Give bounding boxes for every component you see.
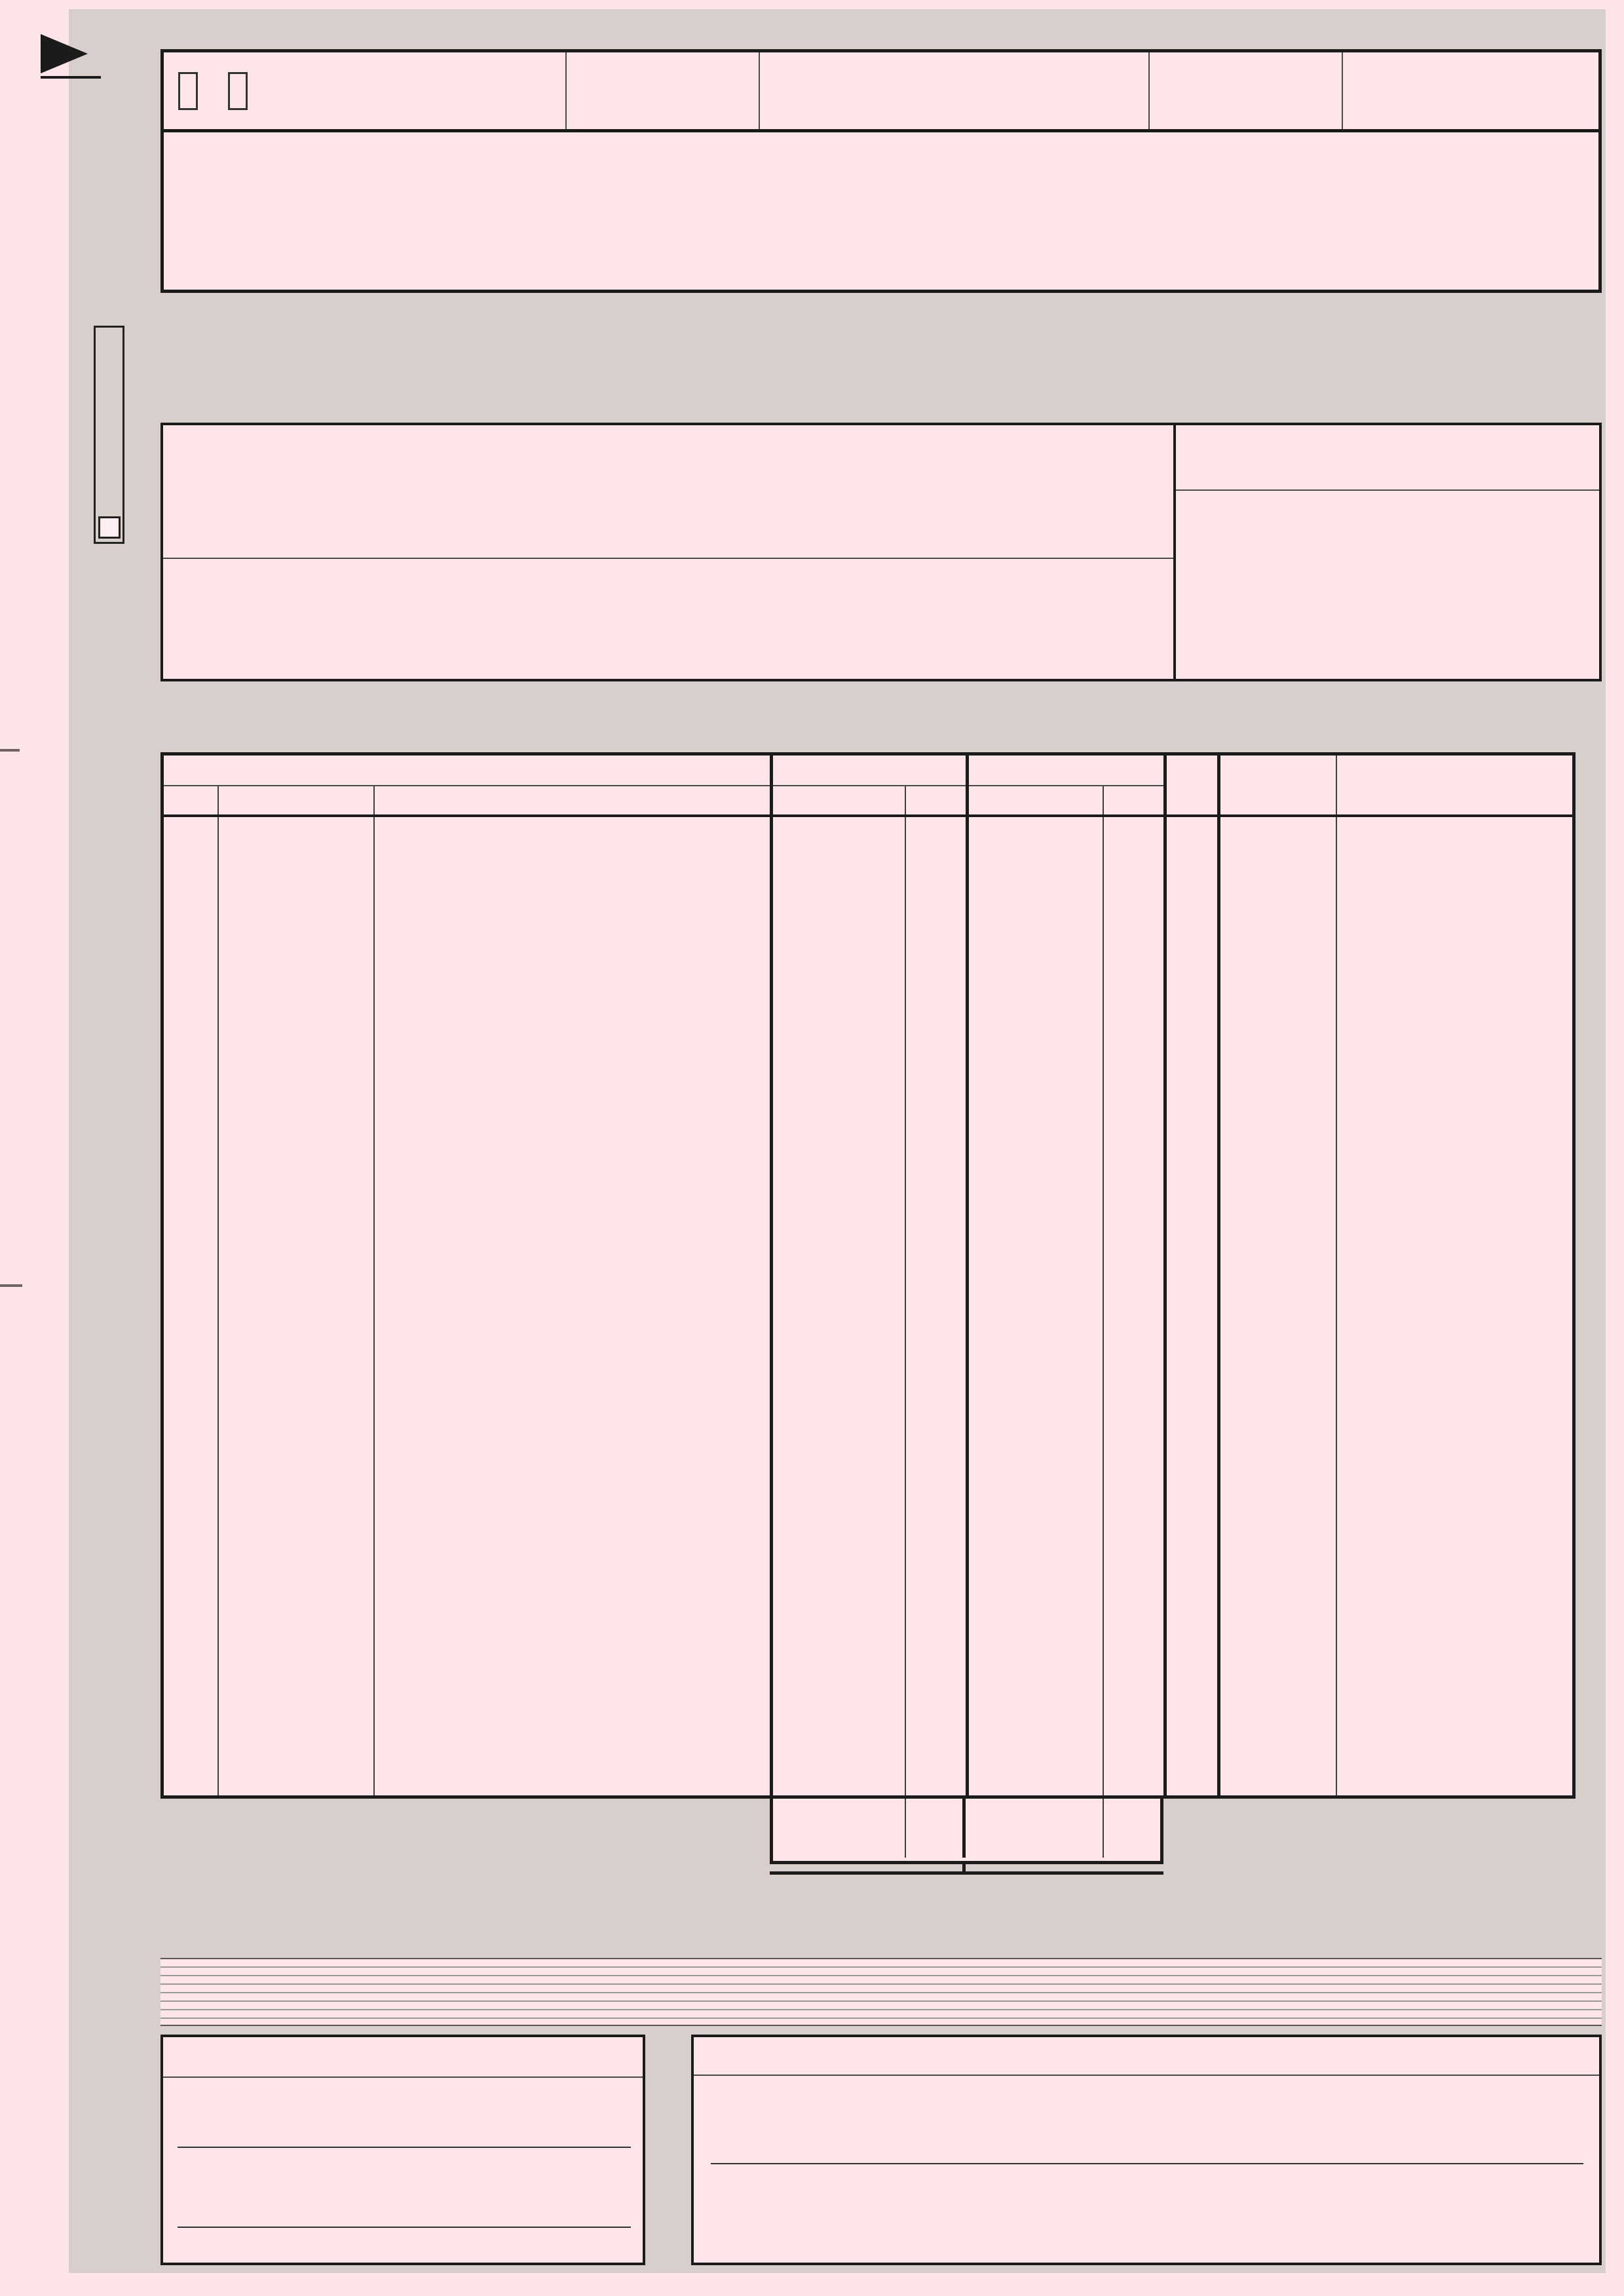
zutreffendes-box	[94, 326, 124, 544]
faelligkeit-divider	[1176, 489, 1599, 491]
order-info	[84, 1569, 130, 2028]
copyright-notice	[84, 970, 136, 1311]
vermoegenshaushalt-checkbox	[228, 72, 248, 110]
summe-double-rule	[770, 1871, 1163, 1875]
col-bemerkungen	[1337, 756, 1572, 814]
triangle-underline	[41, 76, 101, 79]
table-line	[905, 785, 906, 1795]
auszahlung-signature-line	[711, 2163, 1583, 2164]
auszahlung-heading-rule	[694, 2075, 1599, 2076]
col-soll-ct	[906, 786, 966, 814]
table-line	[217, 785, 219, 1795]
col-an-fuer	[375, 786, 770, 814]
fold-mark	[0, 749, 20, 752]
budget-type-cell	[164, 52, 567, 129]
verwaltungshaushalt-checkbox	[178, 72, 198, 110]
sachlich-box	[161, 2035, 645, 2265]
auszahlung-box	[691, 2035, 1602, 2265]
col-lfd-nr	[164, 786, 217, 814]
beleg-nr-field	[1343, 52, 1598, 129]
col-ist-eur	[970, 786, 1103, 814]
summe-line	[905, 1799, 906, 1858]
summe-rule-joint	[962, 1864, 966, 1872]
col-zeitbuch-nr	[1220, 756, 1336, 814]
col-group-ist	[970, 756, 1163, 785]
col-am	[219, 786, 373, 814]
betrag-lined-box	[161, 1958, 1602, 2026]
col-group-soll	[773, 756, 966, 785]
table-line	[373, 785, 375, 1795]
col-group-ausgezahlt	[164, 756, 770, 785]
empfaenger-box	[161, 423, 1176, 681]
table-line	[1336, 756, 1337, 1795]
faelligkeit-box	[1173, 423, 1602, 681]
fold-mark	[0, 1284, 22, 1287]
nachweis-table	[161, 752, 1576, 1799]
col-soll-eur	[773, 786, 905, 814]
publisher-logo	[83, 2020, 138, 2282]
behoerde-field	[164, 129, 1598, 293]
summe-line	[1103, 1799, 1104, 1858]
x-checkbox	[98, 516, 121, 539]
col-zw	[1167, 756, 1217, 814]
top-header-row	[164, 52, 1598, 129]
table-line	[1163, 756, 1167, 1795]
table-line	[1103, 785, 1104, 1795]
haushaltsjahr-field	[567, 52, 760, 129]
table-line	[770, 756, 773, 1795]
triangle-marker-icon	[41, 34, 88, 73]
summe-line	[962, 1799, 966, 1858]
table-line	[1217, 756, 1220, 1795]
zeitbuch-hauptbuch-field	[1150, 52, 1343, 129]
table-line	[966, 756, 969, 1795]
summe-box	[770, 1799, 1163, 1864]
table-header-bottom-line	[164, 814, 1572, 817]
top-header-box	[161, 49, 1602, 293]
signature-line-2	[178, 2227, 631, 2228]
sachlich-heading-rule	[163, 2076, 643, 2078]
col-ist-ct	[1104, 786, 1163, 814]
signature-line-1	[178, 2147, 631, 2148]
empfaenger-divider	[163, 558, 1173, 559]
haushaltsstelle-field	[760, 52, 1150, 129]
